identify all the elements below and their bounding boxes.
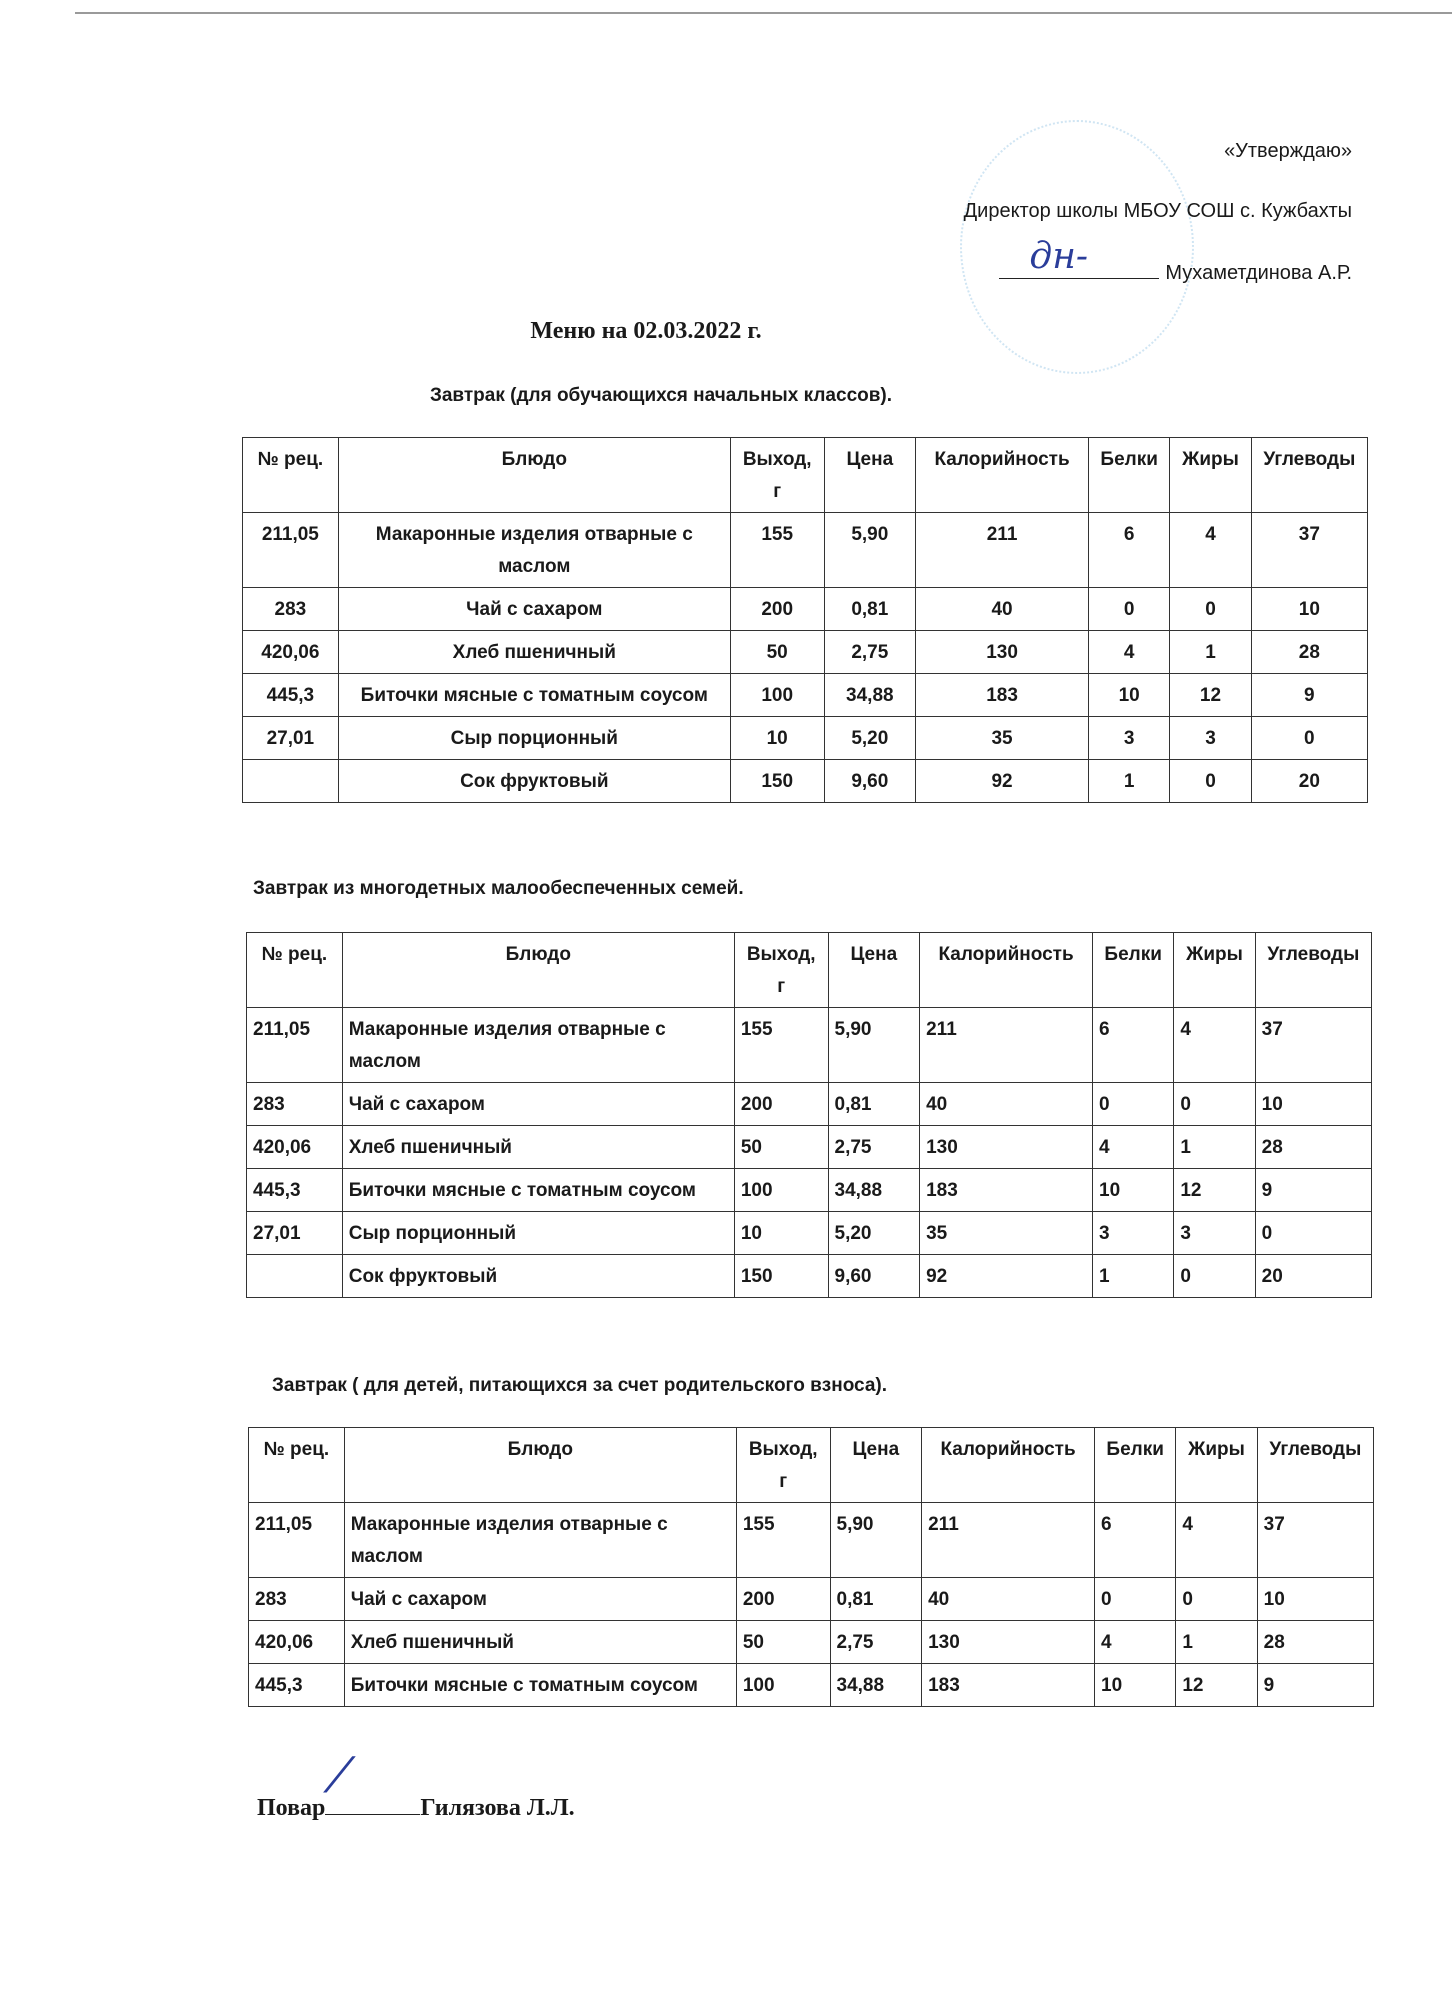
table-row (243, 717, 1368, 760)
cell-protein: 3 (1089, 717, 1170, 760)
cell-dish: Сок фруктовый (342, 1255, 734, 1298)
cell-carbs: 10 (1251, 588, 1367, 631)
cell-carbs: 9 (1255, 1169, 1371, 1212)
cell-protein: 0 (1089, 588, 1170, 631)
cell-carbs: 9 (1251, 674, 1367, 717)
director-signature: дн- (1029, 236, 1089, 277)
cell-fat: 3 (1170, 717, 1251, 760)
cell-price: 5,20 (828, 1212, 920, 1255)
table-row (249, 1664, 1374, 1707)
cell-recipe-no: 211,05 (243, 513, 339, 588)
cell-fat: 0 (1174, 1083, 1255, 1126)
cell-calories: 183 (922, 1664, 1095, 1707)
cook-name: Гилязова Л.Л. (420, 1795, 575, 1821)
table-row (249, 1503, 1374, 1578)
cell-fat: 1 (1170, 631, 1251, 674)
cell-recipe-no: 420,06 (247, 1126, 343, 1169)
col-dish: Блюдо (338, 438, 730, 513)
cell-yield: 10 (734, 1212, 828, 1255)
cell-fat: 12 (1170, 674, 1251, 717)
cell-recipe-no: 445,3 (247, 1169, 343, 1212)
cell-price: 9,60 (824, 760, 916, 803)
cell-carbs: 0 (1251, 717, 1367, 760)
cell-calories: 183 (920, 1169, 1093, 1212)
cell-calories: 211 (922, 1503, 1095, 1578)
col-recipe-no: № рец. (243, 438, 339, 513)
section-heading: Завтрак ( для детей, питающихся за счет родительского взноса). (272, 1375, 888, 1396)
cell-carbs: 0 (1255, 1212, 1371, 1255)
table-header-row (243, 438, 1368, 513)
cook-signature: ⁄ (335, 1748, 344, 1804)
col-yield: Выход, г (736, 1428, 830, 1503)
cell-price: 34,88 (830, 1664, 922, 1707)
col-fat: Жиры (1176, 1428, 1257, 1503)
cell-calories: 183 (916, 674, 1089, 717)
table-row (243, 631, 1368, 674)
cell-fat: 4 (1170, 513, 1251, 588)
cell-protein: 10 (1093, 1169, 1174, 1212)
cell-yield: 155 (730, 513, 824, 588)
cell-fat: 12 (1176, 1664, 1257, 1707)
col-fat: Жиры (1174, 933, 1255, 1008)
cell-carbs: 37 (1255, 1008, 1371, 1083)
table-header-row (247, 933, 1372, 1008)
cell-fat: 0 (1174, 1255, 1255, 1298)
cell-dish: Чай с сахаром (342, 1083, 734, 1126)
cell-fat: 0 (1170, 760, 1251, 803)
cell-dish: Макаронные изделия отварные с маслом (344, 1503, 736, 1578)
col-price: Цена (828, 933, 920, 1008)
cell-price: 0,81 (824, 588, 916, 631)
cell-calories: 35 (920, 1212, 1093, 1255)
cell-fat: 4 (1174, 1008, 1255, 1083)
col-price: Цена (830, 1428, 922, 1503)
cell-yield: 50 (734, 1126, 828, 1169)
cell-recipe-no (247, 1255, 343, 1298)
cell-dish: Макаронные изделия отварные с маслом (342, 1008, 734, 1083)
cell-yield: 200 (730, 588, 824, 631)
cell-dish: Чай с сахаром (338, 588, 730, 631)
menu-table-primary-classes (242, 437, 1368, 803)
cook-signature-line (325, 1748, 420, 1815)
col-protein: Белки (1089, 438, 1170, 513)
table-row (243, 588, 1368, 631)
cell-protein: 1 (1089, 760, 1170, 803)
cell-carbs: 28 (1257, 1621, 1373, 1664)
col-protein: Белки (1093, 933, 1174, 1008)
col-recipe-no: № рец. (247, 933, 343, 1008)
cell-yield: 100 (730, 674, 824, 717)
cell-calories: 92 (920, 1255, 1093, 1298)
col-calories: Калорийность (920, 933, 1093, 1008)
cell-yield: 100 (734, 1169, 828, 1212)
cell-price: 5,90 (830, 1503, 922, 1578)
table-row (243, 674, 1368, 717)
section-heading: Завтрак из многодетных малообеспеченных семей. (253, 878, 744, 899)
cell-fat: 12 (1174, 1169, 1255, 1212)
cell-yield: 50 (730, 631, 824, 674)
cell-recipe-no: 445,3 (243, 674, 339, 717)
cell-protein: 10 (1089, 674, 1170, 717)
cell-recipe-no: 420,06 (243, 631, 339, 674)
cell-recipe-no: 211,05 (247, 1008, 343, 1083)
cell-carbs: 37 (1257, 1503, 1373, 1578)
cook-signature-block (257, 1748, 575, 1822)
table-row (249, 1578, 1374, 1621)
director-signature-line (999, 236, 1159, 279)
table-row (249, 1621, 1374, 1664)
approval-label: «Утверждаю» (1224, 140, 1352, 162)
menu-table-parent-paid (248, 1427, 1374, 1707)
cell-yield: 10 (730, 717, 824, 760)
cell-price: 2,75 (830, 1621, 922, 1664)
cell-recipe-no: 445,3 (249, 1664, 345, 1707)
cell-protein: 10 (1095, 1664, 1176, 1707)
section-heading: Завтрак (для обучающихся начальных классов). (429, 385, 893, 406)
cell-fat: 1 (1174, 1126, 1255, 1169)
table-row (243, 760, 1368, 803)
col-calories: Калорийность (916, 438, 1089, 513)
cell-calories: 35 (916, 717, 1089, 760)
table-row (247, 1212, 1372, 1255)
cell-fat: 0 (1176, 1578, 1257, 1621)
col-fat: Жиры (1170, 438, 1251, 513)
cell-recipe-no: 211,05 (249, 1503, 345, 1578)
cell-recipe-no: 27,01 (247, 1212, 343, 1255)
approver-name: Мухаметдинова А.Р. (1165, 262, 1352, 284)
cell-recipe-no: 283 (249, 1578, 345, 1621)
table-row (247, 1169, 1372, 1212)
col-dish: Блюдо (344, 1428, 736, 1503)
col-carbs: Углеводы (1257, 1428, 1373, 1503)
cell-protein: 3 (1093, 1212, 1174, 1255)
col-yield: Выход, г (734, 933, 828, 1008)
cell-fat: 3 (1174, 1212, 1255, 1255)
cell-protein: 1 (1093, 1255, 1174, 1298)
cell-recipe-no: 27,01 (243, 717, 339, 760)
col-calories: Калорийность (922, 1428, 1095, 1503)
cell-yield: 155 (736, 1503, 830, 1578)
cell-protein: 4 (1095, 1621, 1176, 1664)
cell-carbs: 37 (1251, 513, 1367, 588)
cell-dish: Чай с сахаром (344, 1578, 736, 1621)
cell-dish: Сок фруктовый (338, 760, 730, 803)
cell-calories: 211 (920, 1008, 1093, 1083)
cell-carbs: 10 (1257, 1578, 1373, 1621)
cell-yield: 200 (734, 1083, 828, 1126)
cell-carbs: 28 (1255, 1126, 1371, 1169)
cell-carbs: 20 (1255, 1255, 1371, 1298)
cell-price: 5,90 (824, 513, 916, 588)
col-price: Цена (824, 438, 916, 513)
cell-recipe-no: 283 (243, 588, 339, 631)
cell-price: 2,75 (824, 631, 916, 674)
table-row (243, 513, 1368, 588)
cell-dish: Биточки мясные с томатным соусом (338, 674, 730, 717)
approver-position: Директор школы МБОУ СОШ с. Кужбахты (963, 200, 1352, 222)
table-row (247, 1083, 1372, 1126)
cell-price: 9,60 (828, 1255, 920, 1298)
cell-price: 5,90 (828, 1008, 920, 1083)
col-carbs: Углеводы (1251, 438, 1367, 513)
cell-protein: 0 (1095, 1578, 1176, 1621)
cell-yield: 150 (734, 1255, 828, 1298)
menu-title: Меню на 02.03.2022 г. (530, 318, 762, 344)
menu-table-large-families (246, 932, 1372, 1298)
cell-carbs: 10 (1255, 1083, 1371, 1126)
cook-role: Повар (257, 1795, 326, 1821)
cell-calories: 40 (916, 588, 1089, 631)
cell-yield: 100 (736, 1664, 830, 1707)
cell-protein: 6 (1089, 513, 1170, 588)
cell-protein: 6 (1093, 1008, 1174, 1083)
col-carbs: Углеводы (1255, 933, 1371, 1008)
col-yield: Выход, г (730, 438, 824, 513)
cell-price: 34,88 (824, 674, 916, 717)
cell-price: 0,81 (828, 1083, 920, 1126)
col-recipe-no: № рец. (249, 1428, 345, 1503)
cell-recipe-no: 283 (247, 1083, 343, 1126)
approver-signature-block (999, 236, 1352, 285)
cell-yield: 200 (736, 1578, 830, 1621)
cell-protein: 0 (1093, 1083, 1174, 1126)
cell-dish: Макаронные изделия отварные с маслом (338, 513, 730, 588)
table-header-row (249, 1428, 1374, 1503)
cell-recipe-no (243, 760, 339, 803)
cell-dish: Хлеб пшеничный (338, 631, 730, 674)
cell-fat: 1 (1176, 1621, 1257, 1664)
cell-dish: Хлеб пшеничный (342, 1126, 734, 1169)
cell-carbs: 9 (1257, 1664, 1373, 1707)
cell-calories: 130 (916, 631, 1089, 674)
cell-calories: 211 (916, 513, 1089, 588)
cell-calories: 130 (920, 1126, 1093, 1169)
cell-price: 34,88 (828, 1169, 920, 1212)
cell-calories: 130 (922, 1621, 1095, 1664)
scan-top-rule (75, 12, 1452, 14)
table-row (247, 1255, 1372, 1298)
cell-yield: 150 (730, 760, 824, 803)
cell-calories: 40 (920, 1083, 1093, 1126)
cell-yield: 50 (736, 1621, 830, 1664)
cell-calories: 92 (916, 760, 1089, 803)
cell-price: 0,81 (830, 1578, 922, 1621)
cell-dish: Сыр порционный (342, 1212, 734, 1255)
table-row (247, 1126, 1372, 1169)
cell-calories: 40 (922, 1578, 1095, 1621)
cell-yield: 155 (734, 1008, 828, 1083)
cell-dish: Биточки мясные с томатным соусом (342, 1169, 734, 1212)
col-dish: Блюдо (342, 933, 734, 1008)
cell-protein: 6 (1095, 1503, 1176, 1578)
cell-dish: Хлеб пшеничный (344, 1621, 736, 1664)
cell-dish: Биточки мясные с томатным соусом (344, 1664, 736, 1707)
cell-fat: 4 (1176, 1503, 1257, 1578)
cell-price: 2,75 (828, 1126, 920, 1169)
cell-carbs: 20 (1251, 760, 1367, 803)
cell-protein: 4 (1093, 1126, 1174, 1169)
cell-carbs: 28 (1251, 631, 1367, 674)
cell-dish: Сыр порционный (338, 717, 730, 760)
cell-protein: 4 (1089, 631, 1170, 674)
table-row (247, 1008, 1372, 1083)
cell-price: 5,20 (824, 717, 916, 760)
cell-fat: 0 (1170, 588, 1251, 631)
col-protein: Белки (1095, 1428, 1176, 1503)
cell-recipe-no: 420,06 (249, 1621, 345, 1664)
